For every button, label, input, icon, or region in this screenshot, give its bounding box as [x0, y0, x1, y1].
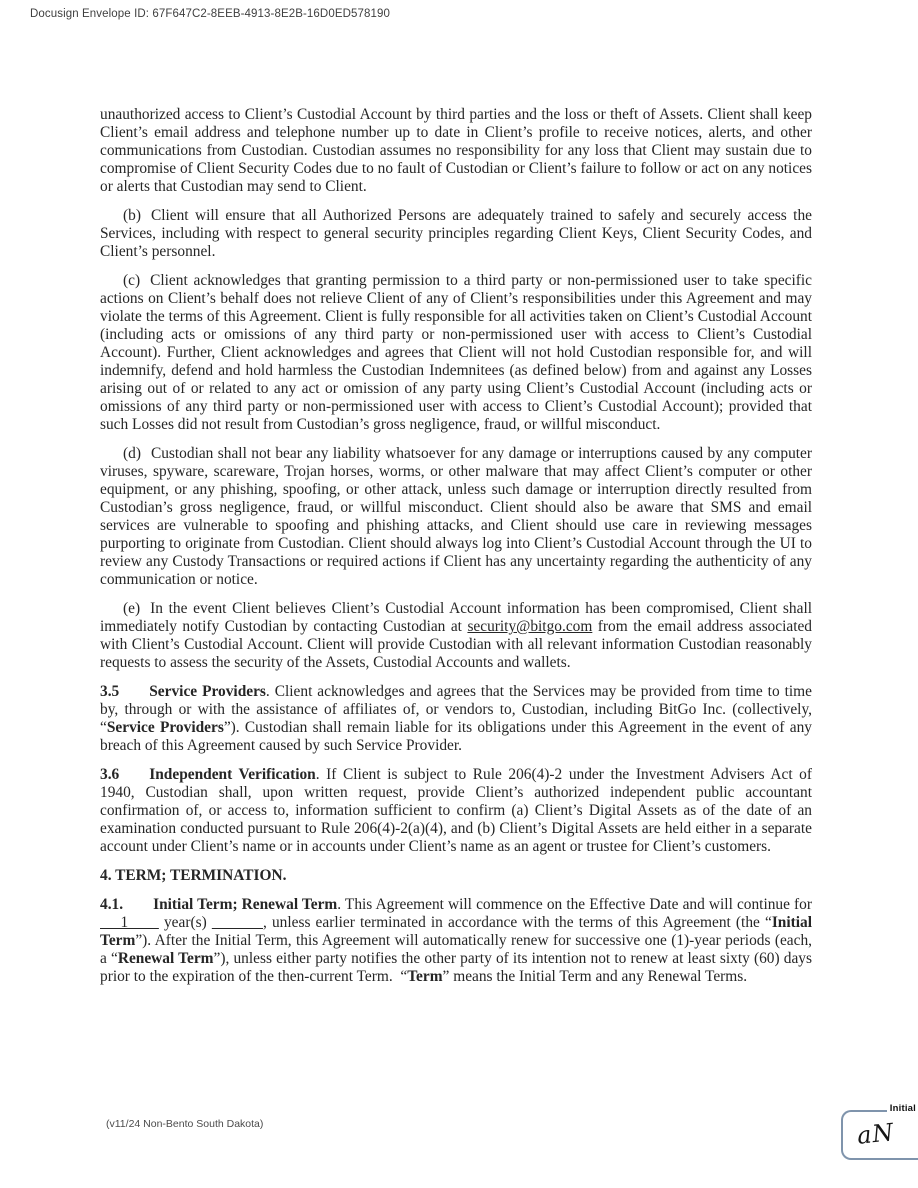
text-run: 3.5 [100, 683, 120, 700]
text-run: ” means the Initial Term and any Renewal Terms. [442, 968, 748, 985]
text-run: Initial Term [100, 914, 813, 949]
text-run: ”). After the Initial Term, this Agreement will automatically renew for successive one (1)-year periods (each, a “ [100, 932, 812, 967]
text-run: Term [407, 968, 443, 985]
docusign-envelope-id: Docusign Envelope ID: 67F647C2-8EEB-4913-8E2B-16D0ED578190 [30, 8, 390, 20]
section-4-1 [100, 896, 812, 986]
text-run: (d) [123, 445, 141, 462]
text-run: 4. TERM; TERMINATION. [100, 867, 287, 884]
initial-signature-field[interactable] [841, 1103, 918, 1160]
text-run: Renewal Term [117, 950, 214, 967]
text-run: from the email address associated with Client’s Custodial Account. Client will provide Custodian with all relevant information Custodian reasonably requests to assess the security of the Assets, Custodial Accounts and wallets. [100, 618, 812, 671]
document-body [100, 106, 812, 997]
paragraph-e [100, 600, 812, 672]
text-run: . If Client is subject to Rule 206(4)-2 under the Investment Advisers Act of 1940, Custodian shall, upon written request, provide Client’s authorized independent public accountant confirmation of, or access to, information sufficient to confirm (a) Client’s Digital Assets as of the date of an examination conducted pursuant to Rule 206(4)-2(a)(4), and (b) Client’s Digital Assets are held either in a separate account under Client’s name or in accounts under Client’s name as an agent or trustee for Client’s customers. [100, 766, 813, 855]
section-4-heading [100, 867, 812, 885]
text-run: Client acknowledges that granting permission to a third party or non-permissioned user to take specific actions on Client’s behalf does not relieve Client of any of Client’s responsibilities under this Agreement and may violate the terms of this Agreement. Client is fully responsible for all activities taken on Client’s Custodial Account (including acts or omissions of any third party or non-permissioned user with access to Client’s Custodial Account). Further, Client acknowledges and agrees that Client will not hold Custodian responsible for, and will indemnify, defend and hold harmless the Custodian Indemnitees (as defined below) from and against any Losses arising out of or related to any act or omission of any party using Client’s Custodial Account (including acts or omissions of any third party or non-permissioned user with access to Client’s Custodial Account); provided that such Losses did not result from Custodian’s gross negligence, fraud, or willful misconduct. [100, 272, 812, 433]
text-run: (c) [123, 272, 141, 289]
text-run: Initial Term; Renewal Term [153, 896, 338, 913]
email-link[interactable]: security@bitgo.com [467, 618, 593, 635]
text-run: . Client acknowledges and agrees that the Services may be provided from time to time by, through or with the assistance of affiliates of, or vendors to, Custodian, including BitGo Inc. (collectively, “ [100, 683, 812, 736]
text-run: (e) [123, 600, 141, 617]
text-run: ”). Custodian shall remain liable for its obligations under this Agreement in the event of any breach of this Agreement caused by such Service Provider. [100, 719, 812, 754]
text-run: ”), unless either party notifies the other party of its intention not to renew at least sixty (60) days prior to the expiration of the then-current Term. “ [100, 950, 812, 985]
text-run: 3.6 [100, 766, 120, 783]
text-run: 1 [100, 914, 159, 931]
initial-field-label: Initial [887, 1103, 918, 1114]
handwritten-initials: aN [855, 1118, 896, 1150]
paragraph-c [100, 272, 812, 434]
text-run: (b) [123, 207, 141, 224]
paragraph-d [100, 445, 812, 589]
document-version-footer: (v11/24 Non-Bento South Dakota) [106, 1118, 264, 1130]
text-run [212, 914, 263, 931]
text-run: year(s) [158, 914, 212, 931]
paragraph-continuation [100, 106, 812, 196]
text-run: Service Providers [149, 683, 266, 700]
text-run: 4.1. [100, 896, 124, 913]
text-run: Service Providers [106, 719, 224, 736]
text-run: Independent Verification [149, 766, 316, 783]
text-run: In the event Client believes Client’s Custodial Account information has been compromised, Client shall immediately notify Custodian by contacting Custodian at [100, 600, 812, 635]
text-run: . This Agreement will commence on the Effective Date and will continue for [337, 896, 812, 913]
text-run: Client will ensure that all Authorized Persons are adequately trained to safely and securely access the Services, including with respect to general security principles regarding Client Keys, Client Security Codes, and Client’s personnel. [100, 207, 812, 260]
text-run: , unless earlier terminated in accordance with the terms of this Agreement (the “ [263, 914, 772, 931]
section-3-6 [100, 766, 812, 856]
section-3-5 [100, 683, 812, 755]
text-run: unauthorized access to Client’s Custodial Account by third parties and the loss or theft of Assets. Client shall keep Client’s email address and telephone number up to date in Client’s profile to receive notices, alerts, and other communications from Custodian. Custodian assumes no responsibility for any loss that Client may sustain due to compromise of Client Security Codes due to no fault of Custodian or Client’s failure to follow or act on any notices or alerts that Custodian may send to Client. [100, 106, 812, 195]
text-run: Custodian shall not bear any liability whatsoever for any damage or interruptions caused by any computer viruses, spyware, scareware, Trojan horses, worms, or other malware that may affect Client’s computer or other equipment, or any phishing, spoofing, or other attack, unless such damage or interruption directly resulted from Custodian’s gross negligence, fraud, or willful misconduct. Client should also be aware that SMS and email services are vulnerable to spoofing and phishing attacks, and Client should use care in reviewing messages purporting to originate from Custodian. Client should always log into Client’s Custodial Account through the UI to review any Custody Transactions or required actions if Client has any uncertainty regarding the authenticity of any communication or notice. [100, 445, 812, 588]
paragraph-b [100, 207, 812, 261]
